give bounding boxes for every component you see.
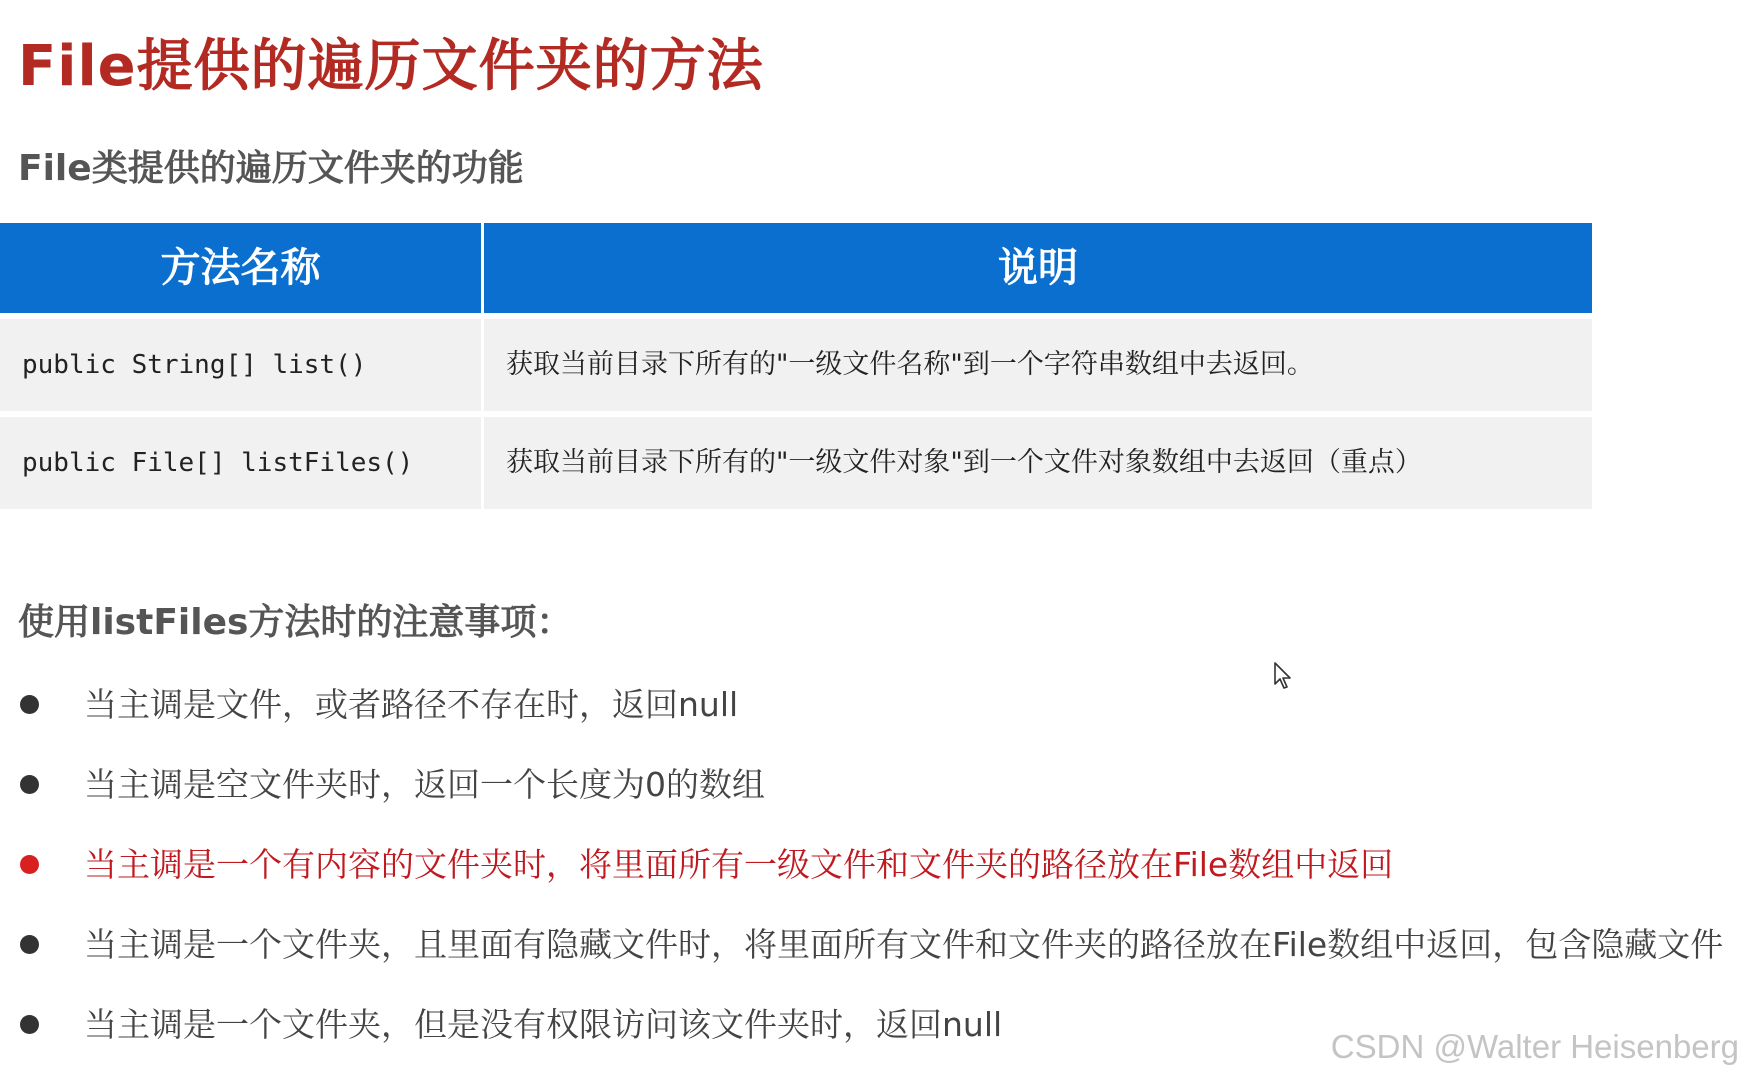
mouse-pointer-icon [1273, 661, 1295, 691]
method-description: 获取当前目录下所有的"一级文件对象"到一个文件对象数组中去返回（重点） [506, 447, 1422, 478]
description-cell [484, 417, 1592, 509]
bullet-dot-icon [20, 775, 39, 794]
table-header-row [0, 223, 1592, 313]
method-cell [0, 417, 481, 509]
list-item-highlighted [0, 835, 1751, 895]
bullet-dot-icon [20, 1015, 39, 1034]
description-cell [484, 319, 1592, 411]
watermark: CSDN @Walter Heisenberg [1330, 1028, 1739, 1065]
note-text: 当主调是文件，或者路径不存在时，返回null [84, 685, 739, 724]
page-title: File提供的遍历文件夹的方法 [18, 34, 764, 99]
column-header-description: 说明 [998, 245, 1078, 291]
notes-heading: 使用listFiles方法时的注意事项： [18, 602, 573, 643]
bullet-dot-icon [20, 695, 39, 714]
section-subtitle: File类提供的遍历文件夹的功能 [18, 148, 524, 189]
method-signature: public String[] list() [22, 350, 367, 380]
bullet-dot-icon [20, 855, 39, 874]
bullet-dot-icon [20, 935, 39, 954]
list-item [0, 755, 1751, 815]
method-description: 获取当前目录下所有的"一级文件名称"到一个字符串数组中去返回。 [506, 349, 1314, 380]
table-row [0, 417, 1592, 509]
table-row [0, 319, 1592, 411]
note-text: 当主调是一个文件夹，但是没有权限访问该文件夹时，返回null [84, 1005, 1003, 1044]
note-text: 当主调是空文件夹时，返回一个长度为0的数组 [84, 765, 765, 804]
method-signature: public File[] listFiles() [22, 448, 414, 478]
methods-table [0, 223, 1592, 513]
method-cell [0, 319, 481, 411]
list-item [0, 915, 1751, 975]
column-header-method-name: 方法名称 [160, 245, 321, 291]
note-text: 当主调是一个有内容的文件夹时，将里面所有一级文件和文件夹的路径放在File数组中返回 [84, 845, 1394, 884]
list-item [0, 675, 1751, 735]
note-text: 当主调是一个文件夹，且里面有隐藏文件时，将里面所有文件和文件夹的路径放在File数组中返回，包含隐藏文件 [84, 925, 1724, 964]
